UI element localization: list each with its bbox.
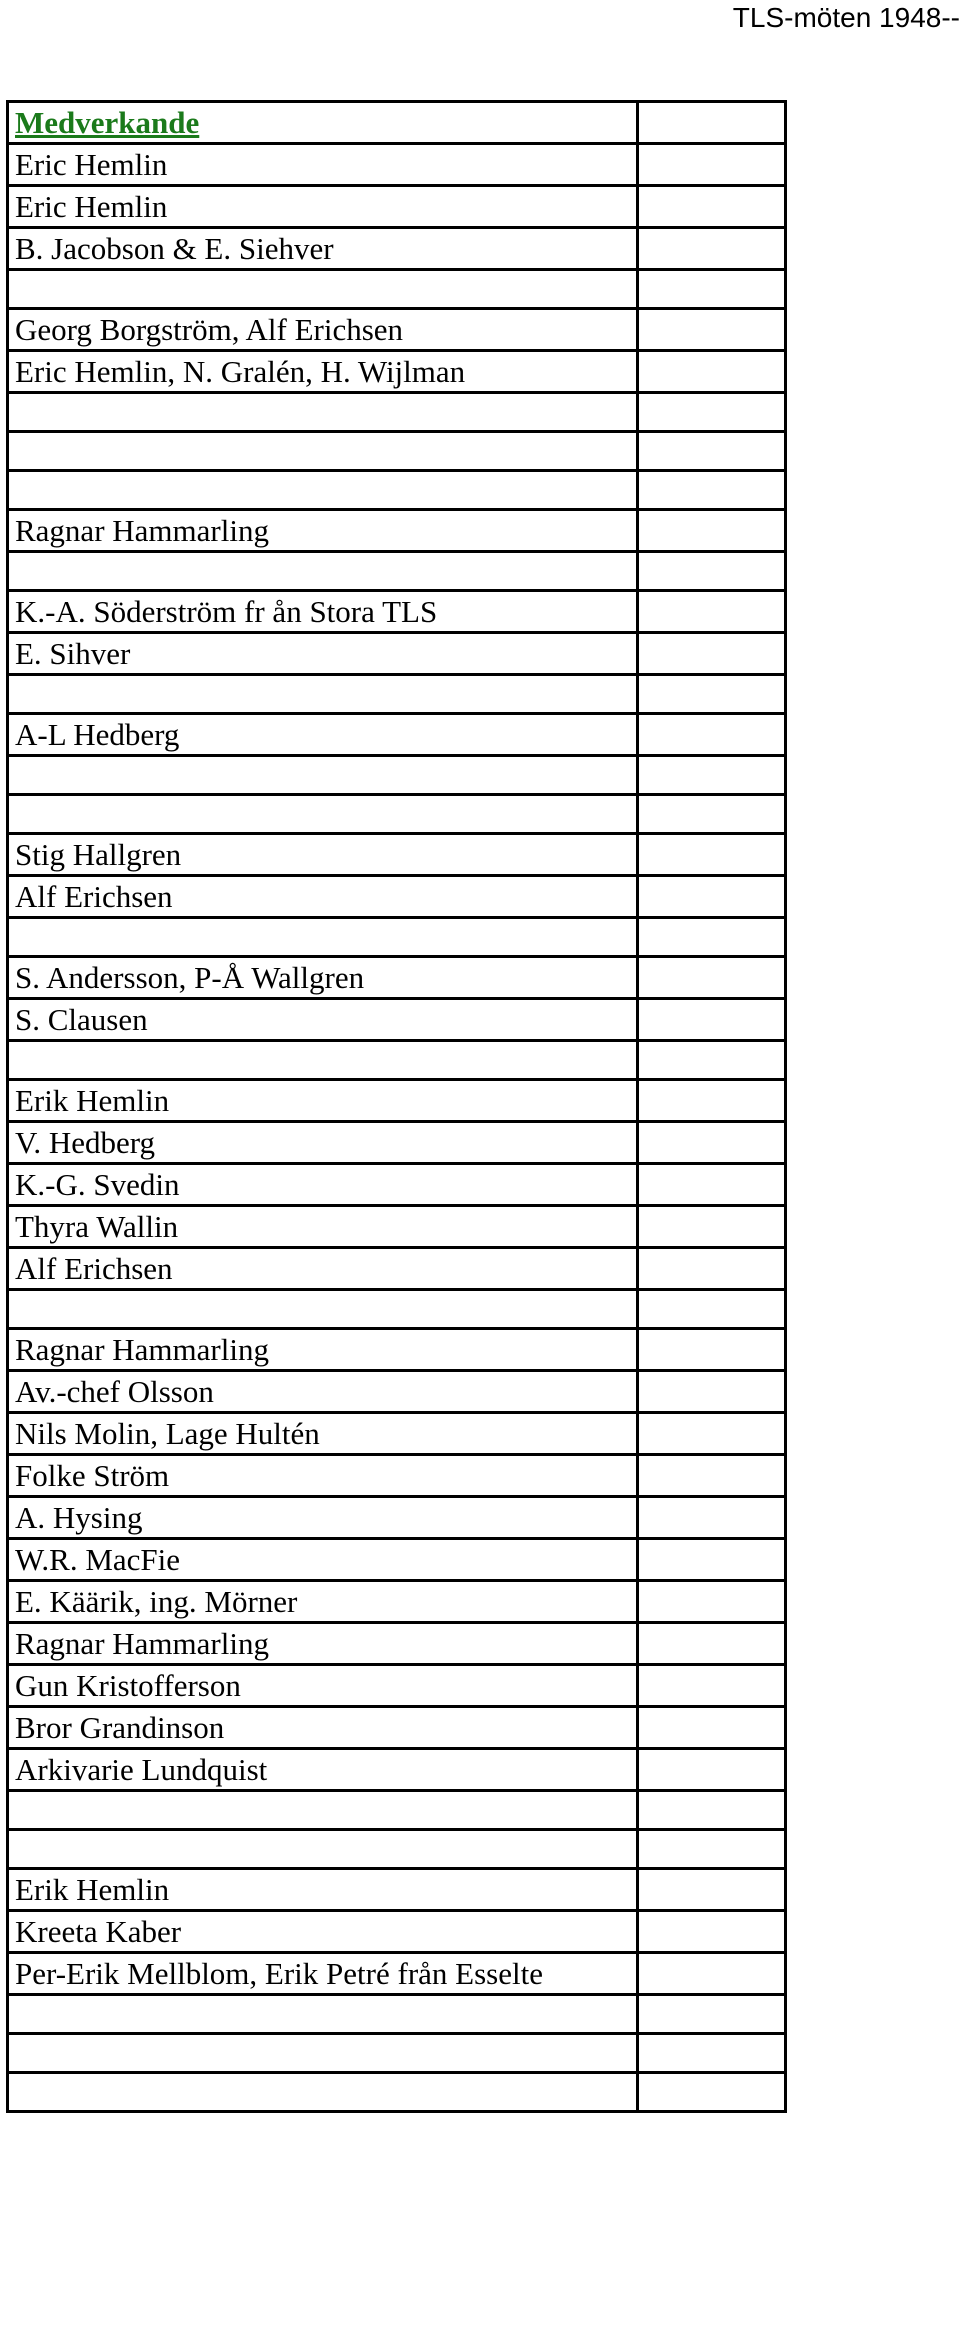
table-row [8, 1953, 786, 1995]
empty-cell [638, 1122, 786, 1164]
participant-cell [8, 756, 638, 795]
participant-cell: Folke Ström [8, 1455, 638, 1497]
participant-cell [8, 471, 638, 510]
empty-cell [638, 1791, 786, 1830]
participant-cell [8, 2073, 638, 2112]
empty-cell [638, 393, 786, 432]
table-row [8, 834, 786, 876]
table-header-row [8, 102, 786, 144]
table-row [8, 1206, 786, 1248]
table-row [8, 1122, 786, 1164]
participant-cell: E. Sihver [8, 633, 638, 675]
empty-cell [638, 1995, 786, 2034]
empty-cell [638, 918, 786, 957]
empty-cell [638, 1911, 786, 1953]
empty-cell [638, 2073, 786, 2112]
table-row [8, 714, 786, 756]
empty-cell [638, 228, 786, 270]
participant-cell: Georg Borgström, Alf Erichsen [8, 309, 638, 351]
empty-cell [638, 1623, 786, 1665]
table-row [8, 1830, 786, 1869]
participant-cell [8, 432, 638, 471]
empty-cell [638, 1707, 786, 1749]
participant-cell: Ragnar Hammarling [8, 510, 638, 552]
table-row [8, 228, 786, 270]
table-row [8, 1455, 786, 1497]
participant-cell: Stig Hallgren [8, 834, 638, 876]
participant-cell: K.-G. Svedin [8, 1164, 638, 1206]
table-row [8, 1665, 786, 1707]
table-row [8, 1290, 786, 1329]
participant-cell [8, 1830, 638, 1869]
table-row [8, 1080, 786, 1122]
empty-cell [638, 1290, 786, 1329]
participant-cell: Per-Erik Mellblom, Erik Petré från Esselte [8, 1953, 638, 1995]
empty-cell [638, 675, 786, 714]
table-row [8, 1869, 786, 1911]
table-row [8, 1539, 786, 1581]
empty-cell [638, 1953, 786, 1995]
empty-cell [638, 471, 786, 510]
participant-cell: Arkivarie Lundquist [8, 1749, 638, 1791]
table-row [8, 756, 786, 795]
empty-cell [638, 1665, 786, 1707]
participant-cell: V. Hedberg [8, 1122, 638, 1164]
table-row [8, 633, 786, 675]
participant-cell: E. Käärik, ing. Mörner [8, 1581, 638, 1623]
table-row [8, 186, 786, 228]
empty-cell [638, 102, 786, 144]
table-row [8, 471, 786, 510]
participant-cell: Av.-chef Olsson [8, 1371, 638, 1413]
table-row [8, 1497, 786, 1539]
empty-cell [638, 309, 786, 351]
empty-cell [638, 186, 786, 228]
table-row [8, 351, 786, 393]
table-row [8, 591, 786, 633]
participant-cell: Alf Erichsen [8, 1248, 638, 1290]
empty-cell [638, 834, 786, 876]
empty-cell [638, 1869, 786, 1911]
empty-cell [638, 714, 786, 756]
table-row [8, 510, 786, 552]
table-row [8, 795, 786, 834]
empty-cell [638, 1206, 786, 1248]
empty-cell [638, 1455, 786, 1497]
table-row [8, 270, 786, 309]
participant-cell [8, 2034, 638, 2073]
empty-cell [638, 1041, 786, 1080]
table-row [8, 1749, 786, 1791]
column-header-medverkande: Medverkande [8, 102, 638, 144]
table-row [8, 999, 786, 1041]
page-header-title: TLS-möten 1948-- [732, 2, 960, 33]
participant-cell: Ragnar Hammarling [8, 1329, 638, 1371]
empty-cell [638, 144, 786, 186]
empty-cell [638, 1329, 786, 1371]
empty-cell [638, 957, 786, 999]
participant-cell [8, 795, 638, 834]
table-row [8, 1329, 786, 1371]
empty-cell [638, 510, 786, 552]
empty-cell [638, 1539, 786, 1581]
table-row [8, 918, 786, 957]
empty-cell [638, 1164, 786, 1206]
table-row [8, 1707, 786, 1749]
empty-cell [638, 876, 786, 918]
participant-cell: Eric Hemlin, N. Gralén, H. Wijlman [8, 351, 638, 393]
empty-cell [638, 2034, 786, 2073]
participant-cell: A. Hysing [8, 1497, 638, 1539]
empty-cell [638, 1581, 786, 1623]
participant-cell [8, 270, 638, 309]
table-row [8, 432, 786, 471]
empty-cell [638, 1749, 786, 1791]
empty-cell [638, 432, 786, 471]
participant-cell [8, 552, 638, 591]
table-row [8, 1623, 786, 1665]
empty-cell [638, 1371, 786, 1413]
table-row [8, 144, 786, 186]
empty-cell [638, 1080, 786, 1122]
table-row [8, 1248, 786, 1290]
table-row [8, 1371, 786, 1413]
participant-cell: Alf Erichsen [8, 876, 638, 918]
participant-cell: Erik Hemlin [8, 1080, 638, 1122]
participant-cell: Nils Molin, Lage Hultén [8, 1413, 638, 1455]
participant-cell: B. Jacobson & E. Siehver [8, 228, 638, 270]
participant-cell: Gun Kristofferson [8, 1665, 638, 1707]
participant-cell [8, 393, 638, 432]
participant-cell: Kreeta Kaber [8, 1911, 638, 1953]
table-row [8, 957, 786, 999]
empty-cell [638, 795, 786, 834]
table-row [8, 1413, 786, 1455]
table-row [8, 1581, 786, 1623]
participants-table-body [8, 102, 786, 2112]
participant-cell: W.R. MacFie [8, 1539, 638, 1581]
table-row [8, 2034, 786, 2073]
empty-cell [638, 1413, 786, 1455]
table-row [8, 1164, 786, 1206]
table-row [8, 1791, 786, 1830]
participant-cell: S. Clausen [8, 999, 638, 1041]
participant-cell: Erik Hemlin [8, 1869, 638, 1911]
table-row [8, 675, 786, 714]
table-row [8, 1041, 786, 1080]
empty-cell [638, 1248, 786, 1290]
participant-cell [8, 1290, 638, 1329]
empty-cell [638, 999, 786, 1041]
participant-cell: A-L Hedberg [8, 714, 638, 756]
participant-cell [8, 675, 638, 714]
empty-cell [638, 756, 786, 795]
empty-cell [638, 351, 786, 393]
table-row [8, 1995, 786, 2034]
table-row [8, 1911, 786, 1953]
participant-cell: Ragnar Hammarling [8, 1623, 638, 1665]
participant-cell [8, 918, 638, 957]
empty-cell [638, 1830, 786, 1869]
participant-cell [8, 1041, 638, 1080]
participant-cell: S. Andersson, P-Å Wallgren [8, 957, 638, 999]
participant-cell: Bror Grandinson [8, 1707, 638, 1749]
table-row [8, 309, 786, 351]
participants-table [6, 100, 787, 2113]
empty-cell [638, 552, 786, 591]
table-row [8, 552, 786, 591]
table-row [8, 2073, 786, 2112]
participant-cell: Eric Hemlin [8, 186, 638, 228]
empty-cell [638, 633, 786, 675]
participant-cell: Thyra Wallin [8, 1206, 638, 1248]
participant-cell [8, 1995, 638, 2034]
table-row [8, 876, 786, 918]
participant-cell [8, 1791, 638, 1830]
participant-cell: K.-A. Söderström fr ån Stora TLS [8, 591, 638, 633]
empty-cell [638, 1497, 786, 1539]
table-row [8, 393, 786, 432]
empty-cell [638, 591, 786, 633]
empty-cell [638, 270, 786, 309]
participant-cell: Eric Hemlin [8, 144, 638, 186]
